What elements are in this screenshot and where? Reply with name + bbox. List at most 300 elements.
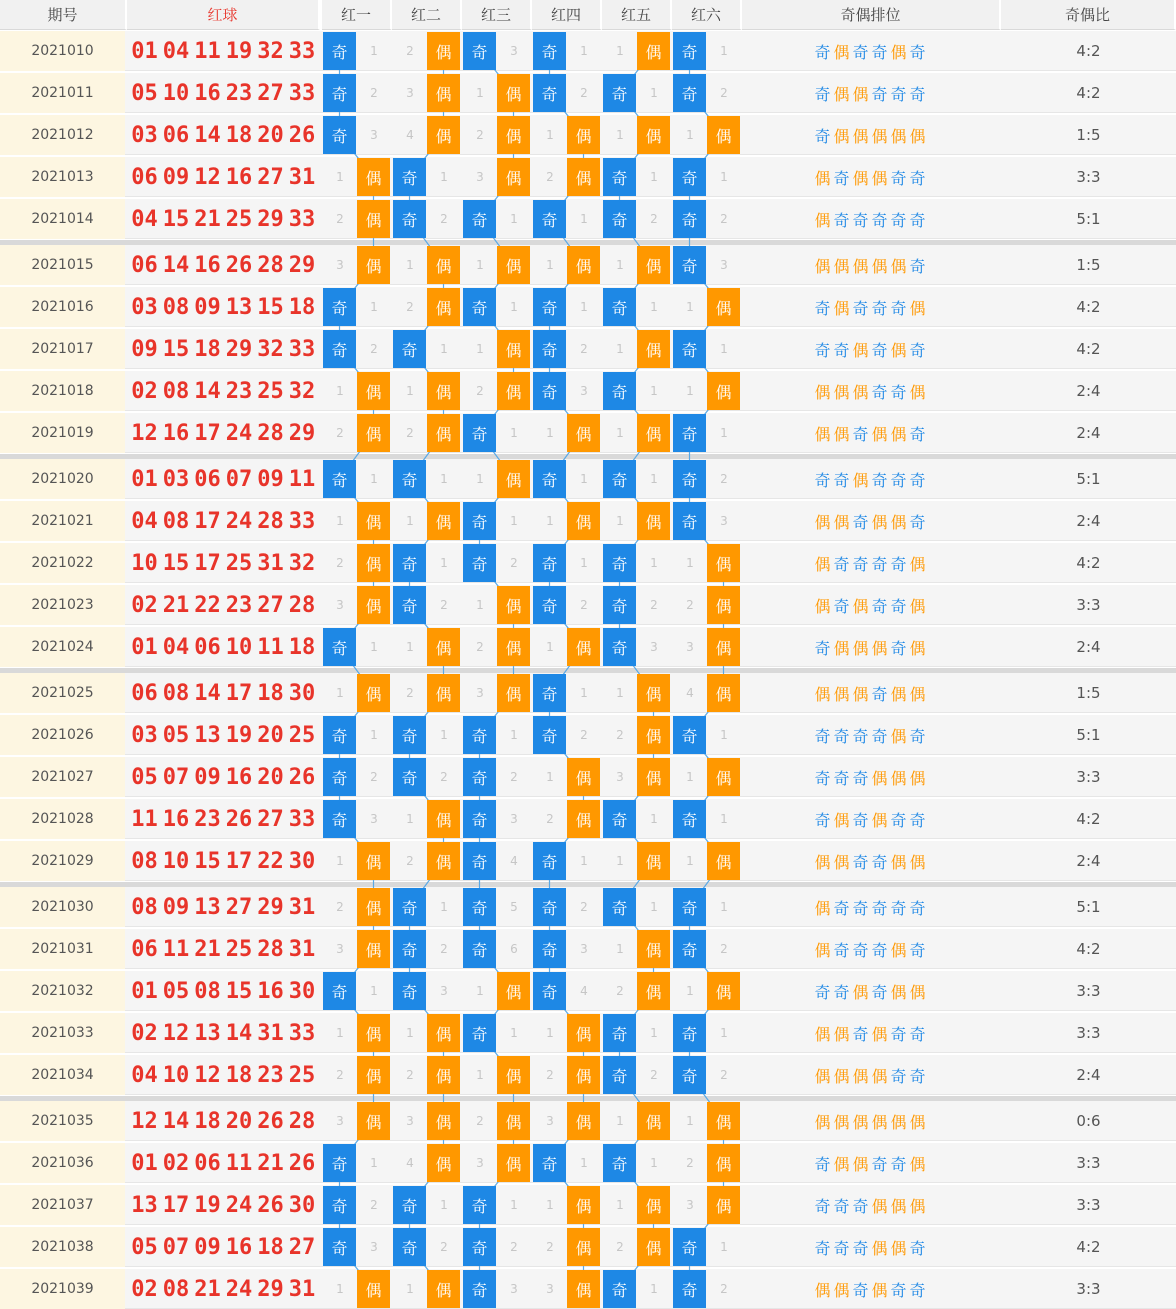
ball-number: 14: [162, 1108, 190, 1134]
ball-number: 16: [257, 978, 284, 1004]
pattern-even: 偶: [833, 1066, 853, 1086]
ball-number: 17: [194, 420, 221, 446]
ball-number: 14: [194, 378, 221, 404]
parity-pattern: [742, 1055, 1001, 1095]
miss-count: 2: [440, 212, 448, 226]
ball-number: 09: [162, 894, 190, 920]
issue-number: 2021032: [0, 971, 125, 1011]
miss-count: 3: [476, 170, 484, 184]
even-marker: 偶: [567, 1186, 600, 1224]
even-marker: 偶: [357, 372, 390, 410]
issue-number: 2021016: [0, 287, 125, 327]
miss-count: 1: [336, 1026, 344, 1040]
ball-number: 06: [162, 122, 190, 148]
miss-count: 1: [510, 1198, 518, 1212]
parity-pattern: [742, 971, 1001, 1011]
odd-marker: 奇: [603, 1270, 636, 1308]
issue-number: 2021021: [0, 501, 125, 541]
pattern-even: 偶: [909, 596, 929, 616]
ball-number: 15: [162, 206, 190, 232]
even-marker: 偶: [497, 972, 530, 1010]
ball-number: 10: [225, 634, 253, 660]
issue-number: 2021027: [0, 757, 125, 797]
ball-number: 12: [131, 1108, 158, 1134]
odd-marker: 奇: [323, 800, 356, 838]
odd-marker: 奇: [603, 460, 636, 498]
miss-count: 1: [406, 812, 414, 826]
pattern-even: 偶: [833, 424, 853, 444]
pattern-odd: 奇: [890, 1154, 910, 1174]
ball-number: 11: [131, 806, 158, 832]
ball-number: 05: [162, 722, 190, 748]
pattern-odd: 奇: [871, 470, 891, 490]
miss-count: 2: [686, 598, 694, 612]
pattern-odd: 奇: [871, 596, 891, 616]
even-marker: 偶: [637, 716, 670, 754]
miss-count: 1: [440, 556, 448, 570]
pattern-even: 偶: [871, 126, 891, 146]
ball-number: 21: [162, 592, 190, 618]
miss-count: 2: [510, 556, 518, 570]
ball-number: 08: [162, 508, 190, 534]
ball-number: 01: [131, 978, 158, 1004]
even-marker: 偶: [567, 414, 600, 452]
pattern-even: 偶: [852, 168, 872, 188]
pattern-even: 偶: [833, 382, 853, 402]
pattern-even: 偶: [871, 1066, 891, 1086]
pattern-even: 偶: [871, 1280, 891, 1300]
ball-number: 16: [225, 164, 253, 190]
ball-number: 25: [225, 206, 253, 232]
pattern-even: 偶: [909, 852, 929, 872]
miss-count: 1: [580, 686, 588, 700]
parity-pattern: [742, 371, 1001, 411]
ball-number: 12: [194, 164, 221, 190]
ball-number: 16: [225, 764, 253, 790]
miss-count: 1: [546, 770, 554, 784]
even-marker: 偶: [497, 674, 530, 712]
even-marker: 偶: [497, 586, 530, 624]
header-pattern: 奇偶排位: [742, 0, 1001, 30]
ball-number: 32: [257, 38, 284, 64]
ball-number: 24: [225, 1192, 253, 1218]
pattern-odd: 奇: [852, 1280, 872, 1300]
miss-count: 2: [476, 128, 484, 142]
even-marker: 偶: [567, 800, 600, 838]
miss-count: 3: [510, 1282, 518, 1296]
pattern-odd: 奇: [890, 210, 910, 230]
pattern-odd: 奇: [871, 382, 891, 402]
miss-count: 3: [616, 770, 624, 784]
miss-count: 2: [616, 1240, 624, 1254]
pattern-even: 偶: [871, 1112, 891, 1132]
ball-number: 25: [225, 936, 253, 962]
pattern-even: 偶: [890, 424, 910, 444]
miss-count: 2: [476, 640, 484, 654]
odd-marker: 奇: [323, 116, 356, 154]
miss-count: 2: [616, 984, 624, 998]
parity-pattern: [742, 287, 1001, 327]
pattern-even: 偶: [909, 554, 929, 574]
odd-marker: 奇: [393, 200, 426, 238]
issue-number: 2021035: [0, 1101, 125, 1141]
miss-count: 3: [510, 812, 518, 826]
odd-marker: 奇: [393, 544, 426, 582]
even-marker: 偶: [357, 246, 390, 284]
ball-number: 02: [131, 592, 158, 618]
pattern-odd: 奇: [890, 810, 910, 830]
miss-count: 1: [476, 86, 484, 100]
ball-number: 09: [194, 1234, 221, 1260]
even-marker: 偶: [427, 1270, 460, 1308]
pattern-odd: 奇: [909, 42, 929, 62]
ball-number: 01: [131, 1150, 158, 1176]
pattern-odd: 奇: [909, 256, 929, 276]
even-marker: 偶: [637, 1186, 670, 1224]
miss-count: 1: [720, 812, 728, 826]
odd-marker: 奇: [393, 158, 426, 196]
ball-number: 03: [162, 466, 190, 492]
ball-number: 08: [194, 978, 221, 1004]
even-marker: 偶: [637, 502, 670, 540]
pattern-even: 偶: [909, 1112, 929, 1132]
pattern-odd: 奇: [909, 84, 929, 104]
pattern-odd: 奇: [852, 42, 872, 62]
ball-number: 13: [194, 894, 221, 920]
parity-ratio: 3:3: [1076, 1280, 1101, 1298]
pattern-even: 偶: [852, 340, 872, 360]
pattern-odd: 奇: [814, 126, 834, 146]
pattern-odd: 奇: [890, 470, 910, 490]
miss-count: 1: [650, 900, 658, 914]
ball-number: 01: [131, 38, 158, 64]
parity-ratio: 1:5: [1076, 126, 1101, 144]
miss-count: 1: [370, 1156, 378, 1170]
ball-number: 21: [194, 936, 221, 962]
even-marker: 偶: [357, 888, 390, 926]
parity-ratio: 3:3: [1076, 982, 1101, 1000]
odd-marker: 奇: [603, 288, 636, 326]
miss-count: 1: [546, 1026, 554, 1040]
odd-marker: 奇: [323, 74, 356, 112]
even-marker: 偶: [707, 586, 740, 624]
parity-pattern: [742, 199, 1001, 239]
ball-number: 31: [288, 1276, 316, 1302]
odd-marker: 奇: [603, 158, 636, 196]
even-marker: 偶: [497, 1056, 530, 1094]
even-marker: 偶: [497, 628, 530, 666]
miss-count: 1: [406, 258, 414, 272]
even-marker: 偶: [637, 330, 670, 368]
pattern-even: 偶: [890, 126, 910, 146]
pattern-odd: 奇: [814, 470, 834, 490]
miss-count: 1: [616, 44, 624, 58]
miss-count: 1: [650, 1026, 658, 1040]
pattern-odd: 奇: [833, 1238, 853, 1258]
pattern-even: 偶: [852, 638, 872, 658]
even-marker: 偶: [427, 1102, 460, 1140]
pattern-even: 偶: [890, 768, 910, 788]
ball-number: 16: [162, 420, 190, 446]
even-marker: 偶: [707, 674, 740, 712]
ball-number: 24: [225, 508, 253, 534]
odd-marker: 奇: [463, 414, 496, 452]
even-marker: 偶: [427, 628, 460, 666]
miss-count: 1: [720, 1026, 728, 1040]
pattern-odd: 奇: [814, 1196, 834, 1216]
pattern-even: 偶: [909, 638, 929, 658]
issue-number: 2021018: [0, 371, 125, 411]
pattern-odd: 奇: [833, 768, 853, 788]
miss-count: 1: [370, 472, 378, 486]
ball-number: 04: [162, 634, 190, 660]
miss-count: 3: [476, 1156, 484, 1170]
pattern-odd: 奇: [909, 810, 929, 830]
parity-ratio: 5:1: [1076, 726, 1101, 744]
pattern-even: 偶: [833, 852, 853, 872]
miss-count: 2: [720, 212, 728, 226]
miss-count: 1: [650, 170, 658, 184]
ball-number: 02: [162, 1150, 190, 1176]
issue-number: 2021011: [0, 73, 125, 113]
parity-ratio: 3:3: [1076, 168, 1101, 186]
even-marker: 偶: [427, 372, 460, 410]
miss-count: 1: [336, 854, 344, 868]
odd-marker: 奇: [533, 586, 566, 624]
miss-count: 1: [476, 472, 484, 486]
parity-ratio: 2:4: [1076, 512, 1101, 530]
ball-number: 12: [131, 420, 158, 446]
miss-count: 1: [616, 1114, 624, 1128]
miss-count: 1: [616, 258, 624, 272]
miss-count: 2: [336, 556, 344, 570]
odd-marker: 奇: [603, 628, 636, 666]
miss-count: 4: [510, 854, 518, 868]
miss-count: 2: [476, 384, 484, 398]
miss-count: 1: [476, 1068, 484, 1082]
ball-number: 29: [225, 336, 253, 362]
miss-count: 1: [720, 44, 728, 58]
even-marker: 偶: [567, 1014, 600, 1052]
parity-pattern: [742, 73, 1001, 113]
miss-count: 2: [510, 770, 518, 784]
issue-number: 2021017: [0, 329, 125, 369]
parity-ratio: 1:5: [1076, 256, 1101, 274]
miss-count: 1: [720, 900, 728, 914]
ball-number: 07: [225, 466, 253, 492]
odd-marker: 奇: [673, 200, 706, 238]
miss-count: 2: [440, 770, 448, 784]
miss-count: 1: [580, 1156, 588, 1170]
pattern-even: 偶: [852, 596, 872, 616]
pattern-odd: 奇: [852, 768, 872, 788]
issue-number: 2021033: [0, 1013, 125, 1053]
pattern-odd: 奇: [814, 1154, 834, 1174]
ball-number: 06: [131, 936, 158, 962]
pattern-odd: 奇: [909, 898, 929, 918]
odd-marker: 奇: [673, 330, 706, 368]
pattern-even: 偶: [871, 168, 891, 188]
ball-number: 32: [288, 550, 316, 576]
miss-count: 2: [650, 1068, 658, 1082]
odd-marker: 奇: [603, 1056, 636, 1094]
ball-number: 01: [131, 466, 158, 492]
parity-pattern: [742, 673, 1001, 713]
ball-number: 17: [162, 1192, 190, 1218]
ball-number: 14: [194, 122, 221, 148]
odd-marker: 奇: [323, 1186, 356, 1224]
pattern-odd: 奇: [852, 898, 872, 918]
ball-number: 16: [162, 806, 190, 832]
ball-number: 19: [194, 1192, 221, 1218]
pattern-odd: 奇: [814, 84, 834, 104]
ball-number: 30: [288, 848, 316, 874]
ball-number: 29: [288, 252, 316, 278]
pattern-even: 偶: [833, 1154, 853, 1174]
ball-number: 15: [194, 848, 221, 874]
pattern-even: 偶: [833, 512, 853, 532]
ball-number: 22: [194, 592, 221, 618]
miss-count: 1: [720, 342, 728, 356]
miss-count: 1: [580, 472, 588, 486]
miss-count: 2: [406, 854, 414, 868]
ball-number: 13: [225, 294, 253, 320]
miss-count: 2: [476, 1114, 484, 1128]
odd-marker: 奇: [533, 372, 566, 410]
ball-number: 06: [194, 466, 221, 492]
even-marker: 偶: [567, 758, 600, 796]
pattern-odd: 奇: [852, 810, 872, 830]
ball-number: 23: [194, 806, 221, 832]
ball-number: 05: [131, 1234, 158, 1260]
odd-marker: 奇: [463, 758, 496, 796]
even-marker: 偶: [637, 842, 670, 880]
odd-marker: 奇: [533, 460, 566, 498]
miss-count: 1: [546, 426, 554, 440]
ball-number: 03: [131, 122, 158, 148]
pattern-even: 偶: [890, 1196, 910, 1216]
miss-count: 2: [720, 942, 728, 956]
ball-number: 03: [131, 722, 158, 748]
pattern-even: 偶: [909, 1154, 929, 1174]
pattern-even: 偶: [833, 126, 853, 146]
miss-count: 1: [720, 728, 728, 742]
miss-count: 2: [336, 1068, 344, 1082]
pattern-odd: 奇: [871, 898, 891, 918]
odd-marker: 奇: [673, 502, 706, 540]
pattern-even: 偶: [814, 684, 834, 704]
odd-marker: 奇: [393, 888, 426, 926]
miss-count: 2: [406, 44, 414, 58]
even-marker: 偶: [707, 116, 740, 154]
parity-ratio: 2:4: [1076, 852, 1101, 870]
ball-number: 20: [225, 1108, 253, 1134]
even-marker: 偶: [427, 246, 460, 284]
miss-count: 1: [650, 1156, 658, 1170]
ball-number: 04: [162, 38, 190, 64]
even-marker: 偶: [427, 674, 460, 712]
parity-pattern: [742, 1185, 1001, 1225]
miss-count: 1: [406, 640, 414, 654]
parity-ratio: 4:2: [1076, 810, 1101, 828]
odd-marker: 奇: [463, 32, 496, 70]
even-marker: 偶: [357, 1056, 390, 1094]
even-marker: 偶: [637, 1102, 670, 1140]
ball-number: 11: [288, 466, 316, 492]
parity-ratio: 3:3: [1076, 1024, 1101, 1042]
even-marker: 偶: [637, 972, 670, 1010]
pattern-odd: 奇: [871, 940, 891, 960]
pattern-even: 偶: [890, 726, 910, 746]
parity-ratio: 0:6: [1076, 1112, 1101, 1130]
pattern-odd: 奇: [871, 210, 891, 230]
miss-count: 1: [580, 556, 588, 570]
pattern-even: 偶: [909, 1196, 929, 1216]
pattern-odd: 奇: [852, 940, 872, 960]
even-marker: 偶: [567, 1056, 600, 1094]
parity-ratio: 2:4: [1076, 1066, 1101, 1084]
ball-number: 07: [162, 1234, 190, 1260]
odd-marker: 奇: [533, 972, 566, 1010]
odd-marker: 奇: [603, 888, 636, 926]
ball-number: 28: [257, 252, 284, 278]
miss-count: 4: [406, 128, 414, 142]
header-pos-5: 红五: [602, 0, 672, 30]
pattern-odd: 奇: [852, 298, 872, 318]
odd-marker: 奇: [393, 330, 426, 368]
ball-number: 23: [225, 592, 253, 618]
odd-marker: 奇: [323, 1228, 356, 1266]
miss-count: 2: [406, 300, 414, 314]
miss-count: 5: [510, 900, 518, 914]
ball-number: 26: [288, 764, 316, 790]
pattern-odd: 奇: [890, 898, 910, 918]
ball-number: 24: [225, 420, 253, 446]
miss-count: 3: [336, 942, 344, 956]
ball-number: 27: [225, 894, 253, 920]
pattern-odd: 奇: [890, 1280, 910, 1300]
ball-number: 04: [131, 1062, 158, 1088]
pattern-even: 偶: [852, 982, 872, 1002]
miss-count: 1: [510, 514, 518, 528]
ball-number: 16: [194, 80, 221, 106]
pattern-odd: 奇: [833, 596, 853, 616]
odd-marker: 奇: [323, 1144, 356, 1182]
even-marker: 偶: [707, 1186, 740, 1224]
ball-number: 07: [162, 764, 190, 790]
pattern-odd: 奇: [852, 554, 872, 574]
issue-number: 2021013: [0, 157, 125, 197]
ball-number: 10: [162, 80, 190, 106]
pattern-odd: 奇: [909, 470, 929, 490]
parity-ratio: 5:1: [1076, 470, 1101, 488]
parity-pattern: [742, 413, 1001, 453]
miss-count: 1: [440, 1198, 448, 1212]
pattern-odd: 奇: [890, 596, 910, 616]
miss-count: 1: [370, 300, 378, 314]
even-marker: 偶: [567, 1228, 600, 1266]
even-marker: 偶: [497, 1144, 530, 1182]
miss-count: 2: [406, 1068, 414, 1082]
miss-count: 1: [686, 1114, 694, 1128]
miss-count: 1: [650, 556, 658, 570]
odd-marker: 奇: [393, 716, 426, 754]
miss-count: 2: [370, 1198, 378, 1212]
miss-count: 1: [650, 1282, 658, 1296]
miss-count: 1: [616, 426, 624, 440]
pattern-even: 偶: [852, 256, 872, 276]
ball-number: 31: [257, 550, 284, 576]
